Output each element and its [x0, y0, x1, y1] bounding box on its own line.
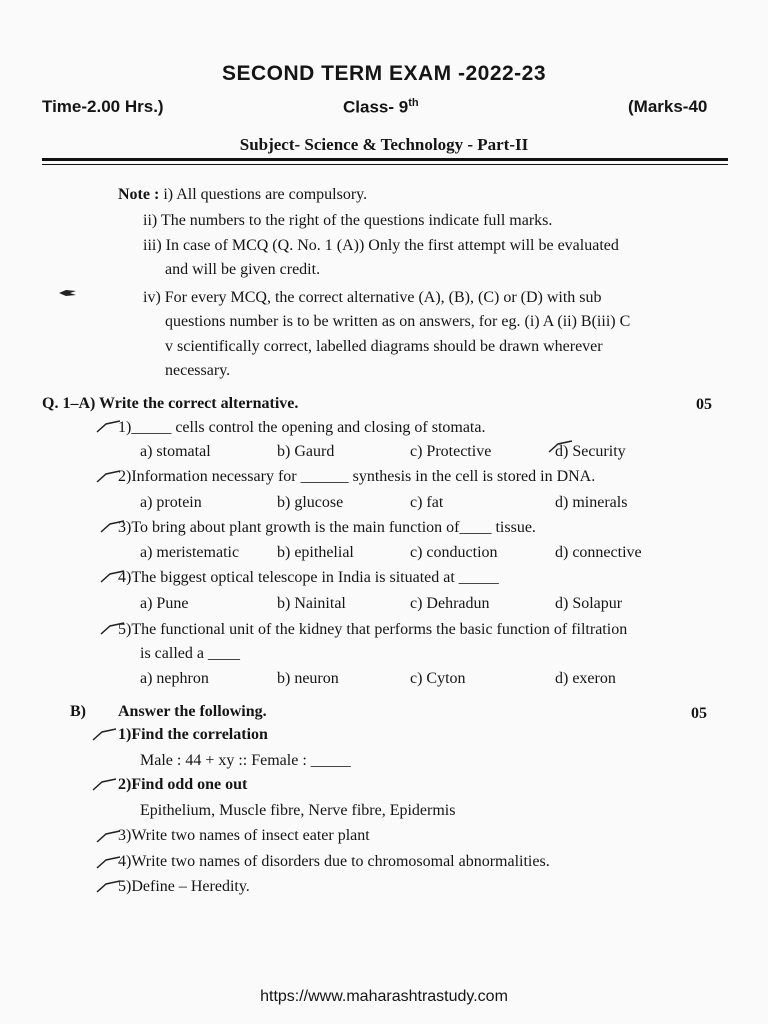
mcq-3	[118, 519, 536, 537]
note-line-iv-1: iv) For every MCQ, the correct alternative (A), (B), (C) or (D) with sub	[143, 289, 602, 306]
b-item-3	[118, 827, 370, 845]
header-rule-thick	[42, 158, 728, 161]
mcq-5-text-line-2: is called a ____	[140, 645, 240, 662]
exam-title: SECOND TERM EXAM -2022-23	[221, 62, 547, 85]
note-line-iv-3: v scientifically correct, labelled diagrams should be drawn wherever	[165, 338, 603, 355]
mcq-1	[118, 419, 485, 437]
class-label: Class- 9	[343, 97, 409, 117]
q1b-label: B)	[70, 703, 86, 720]
mcq-2-option-b: b) glucose	[277, 494, 344, 511]
mcq-1-option-b: b) Gaurd	[277, 443, 335, 460]
note-line-iii-2: and will be given credit.	[165, 261, 321, 278]
mcq-5	[118, 621, 627, 639]
mcq-5-option-a: a) nephron	[140, 670, 209, 687]
mcq-3-option-c: c) conduction	[410, 544, 498, 561]
q1b-marks: 05	[691, 705, 707, 722]
mcq-4-option-c: c) Dehradun	[410, 595, 490, 612]
mcq-2-num: 2)	[118, 468, 132, 485]
note-line-ii: ii) The numbers to the right of the questions indicate full marks.	[143, 212, 553, 229]
b-item-2-num: 2)	[118, 776, 132, 793]
mcq-1-option-a: a) stomatal	[140, 443, 211, 460]
mcq-5-num: 5)	[118, 621, 132, 638]
b-item-1-num: 1)	[118, 726, 132, 743]
b-item-1-sub: Male : 44 + xy :: Female : _____	[140, 752, 351, 769]
tick-mark-icon	[96, 420, 122, 434]
b-item-5-num: 5)	[118, 878, 132, 895]
tick-mark-icon	[100, 622, 126, 636]
mcq-4-text: The biggest optical telescope in India is situated at _____	[131, 569, 499, 586]
mcq-2-option-d: d) minerals	[555, 494, 628, 511]
q1a-marks: 05	[696, 396, 712, 413]
mcq-2-text: Information necessary for ______ synthesis in the cell is stored in DNA.	[131, 468, 596, 485]
note-line-iii-1: iii) In case of MCQ (Q. No. 1 (A)) Only the first attempt will be evaluated	[143, 237, 619, 254]
b-item-5	[118, 878, 250, 896]
b-item-3-num: 3)	[118, 827, 132, 844]
b-item-3-text: Write two names of insect eater plant	[131, 827, 370, 844]
tick-mark-icon	[92, 728, 118, 742]
mcq-3-num: 3)	[118, 519, 132, 536]
tick-mark-icon	[96, 470, 122, 484]
q1a-title: Write the correct alternative.	[99, 395, 299, 412]
note-line-i	[118, 186, 367, 204]
b-item-4-text: Write two names of disorders due to chromosomal abnormalities.	[131, 853, 550, 870]
header-rule-thin	[42, 164, 728, 165]
mcq-1-option-c: c) Protective	[410, 443, 492, 460]
tick-mark-icon	[100, 570, 126, 584]
class-sup: th	[408, 97, 419, 109]
exam-subject: Subject- Science & Technology - Part-II	[239, 135, 529, 154]
mcq-2	[118, 468, 595, 486]
exam-time: Time-2.00 Hrs.)	[42, 97, 164, 116]
exam-marks: (Marks-40	[628, 97, 708, 116]
q1b-heading: Answer the following.	[118, 703, 267, 720]
footer-url[interactable]: https://www.maharashtrastudy.com	[260, 988, 508, 1005]
b-item-2-sub: Epithelium, Muscle fibre, Nerve fibre, Epidermis	[140, 802, 456, 819]
mcq-5-option-b: b) neuron	[277, 670, 339, 687]
mcq-3-text: To bring about plant growth is the main function of____ tissue.	[131, 519, 536, 536]
mcq-1-text: _____ cells control the opening and closing of stomata.	[131, 419, 486, 436]
mcq-3-option-a: a) meristematic	[140, 544, 240, 561]
note-line-iv-2: questions number is to be writ​ten as on answers, for eg. (i) A (ii) B(iii) C	[165, 313, 631, 330]
mcq-4	[118, 569, 499, 587]
mcq-4-option-a: a) Pune	[140, 595, 189, 612]
mcq-2-option-a: a) protein	[140, 494, 202, 511]
mcq-3-option-b: b) epithelial	[277, 544, 354, 561]
mcq-4-num: 4)	[118, 569, 132, 586]
tick-mark-icon	[100, 520, 126, 534]
mcq-5-text: The functional unit of the kidney that performs the basic function of filtration	[131, 621, 628, 638]
q1a-heading	[42, 395, 298, 413]
mcq-4-option-d: d) Solapur	[555, 595, 623, 612]
hand-pointer-icon	[58, 288, 78, 298]
tick-mark-icon	[96, 830, 122, 844]
tick-mark-icon	[96, 856, 122, 870]
note-label: Note :	[118, 186, 160, 203]
mcq-1-num: 1)	[118, 419, 132, 436]
b-item-1-text: Find the correlation	[131, 726, 268, 743]
mcq-5-option-c: c) Cyton	[410, 670, 466, 687]
b-item-2-text: Find odd one out	[131, 776, 248, 793]
tick-mark-icon	[92, 778, 118, 792]
mcq-1-option-d: d) Security	[555, 443, 626, 460]
tick-mark-icon	[548, 440, 574, 454]
mcq-5-option-d: d) exeron	[555, 670, 616, 687]
mcq-4-option-b: b) Nainital	[277, 595, 346, 612]
b-item-2	[118, 776, 247, 794]
b-item-5-text: Define – Heredity.	[131, 878, 250, 895]
mcq-3-option-d: d) connective	[555, 544, 642, 561]
mcq-2-option-c: c) fat	[410, 494, 444, 511]
b-item-4	[118, 853, 550, 871]
exam-class	[343, 97, 419, 118]
tick-mark-icon	[96, 880, 122, 894]
note-i-text: i) All questions are compulsory.	[163, 186, 368, 203]
b-item-1	[118, 726, 268, 744]
q1a-label: Q. 1–A)	[42, 395, 96, 412]
note-line-iv-4: necessary.	[165, 362, 231, 379]
b-item-4-num: 4)	[118, 853, 132, 870]
